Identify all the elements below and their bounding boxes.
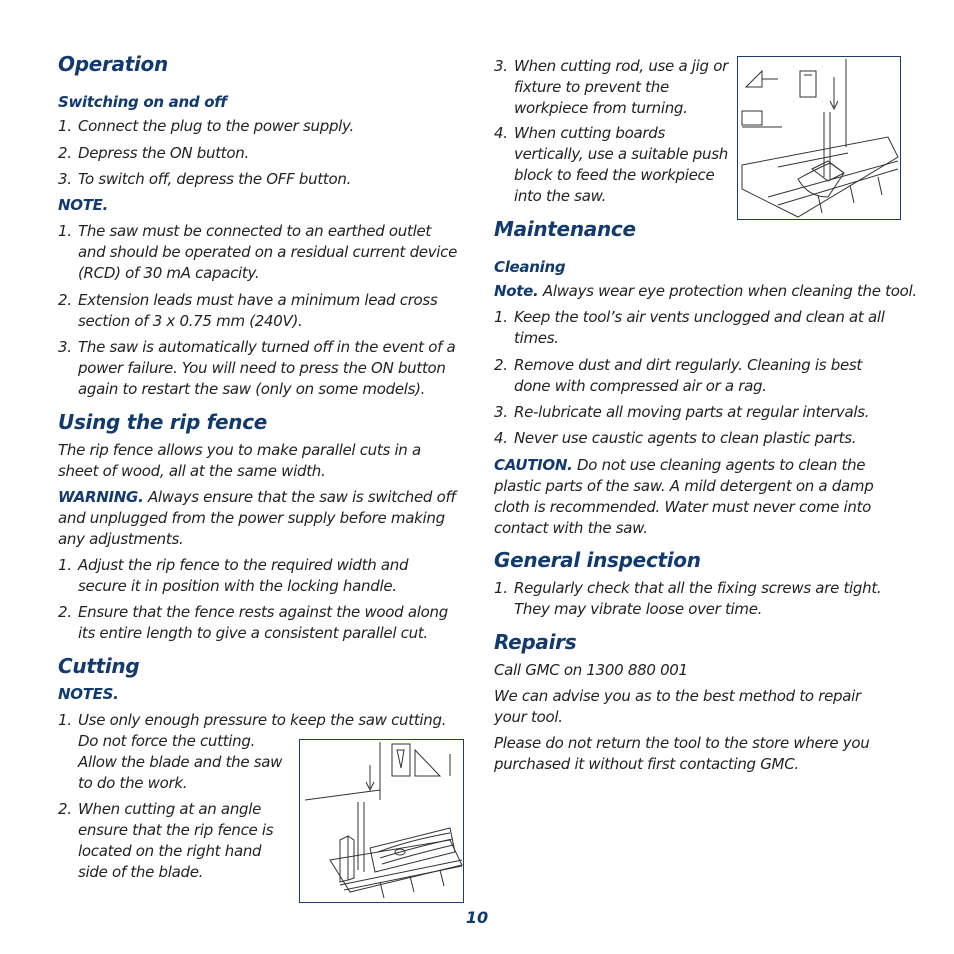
saw-table-drawing xyxy=(300,740,463,902)
list-item: 3. Re-lubricate all moving parts at regular intervals. xyxy=(494,403,870,421)
switching-heading: Switching on and off xyxy=(58,93,227,111)
caution-label: CAUTION. xyxy=(494,456,573,474)
list-item: 2. Remove dust and dirt regularly. Cleaning is best done with compressed air or a rag. xyxy=(494,356,862,395)
warning-label: WARNING. xyxy=(58,488,144,506)
list-item: 3. To switch off, depress the OFF button. xyxy=(58,170,352,188)
list-item: 1. Adjust the rip fence to the required width and secure it in position with the locking handle. xyxy=(58,556,409,595)
list-item: 2. Ensure that the fence rests against the wood along its entire length to give a consistent parallel cut. xyxy=(58,603,448,642)
cleaning-note: Note. Always wear eye protection when cleaning the tool. xyxy=(494,282,917,300)
note-label: NOTE. xyxy=(58,196,108,214)
list-item: 1. Keep the tool’s air vents unclogged and clean at all times. xyxy=(494,308,885,347)
general-inspection-heading: General inspection xyxy=(494,548,701,572)
rip-fence-cutting-illustration xyxy=(299,739,464,903)
rip-fence-intro: The rip fence allows you to make parallel cuts in a sheet of wood, all at the same width. xyxy=(58,441,421,480)
cutting-heading: Cutting xyxy=(58,654,140,678)
repairs-phone: Call GMC on 1300 880 001 xyxy=(494,661,688,679)
caution-paragraph: CAUTION. Do not use cleaning agents to clean the plastic parts of the saw. A mild detergent on a damp cloth is recommended. Water must never come into contact with the saw. xyxy=(494,456,874,537)
list-item: 2. Extension leads must have a minimum lead cross section of 3 x 0.75 mm (240V). xyxy=(58,291,438,330)
operation-heading: Operation xyxy=(58,52,168,76)
maintenance-heading: Maintenance xyxy=(494,217,636,241)
list-item: 1. The saw must be connected to an earthed outlet and should be operated on a residual current device (RCD) of 30 mA capacity. xyxy=(58,222,458,282)
rip-fence-heading: Using the rip fence xyxy=(58,410,268,434)
note-label: Note. xyxy=(494,282,539,300)
list-item: 2. Depress the ON button. xyxy=(58,144,249,162)
page-number: 10 xyxy=(465,908,489,927)
list-item: 1. Use only enough pressure to keep the saw cutting. xyxy=(58,711,447,729)
repairs-advice: We can advise you as to the best method to repair your tool. xyxy=(494,687,861,726)
list-item: 3. When cutting rod, use a jig or fixture to prevent the workpiece from turning. xyxy=(494,57,728,117)
repairs-heading: Repairs xyxy=(494,630,577,654)
notes-label: NOTES. xyxy=(58,685,119,703)
list-item: 3. The saw is automatically turned off in the event of a power failure. You will need to press the ON button again to restart the saw (only on some models). xyxy=(58,338,456,398)
list-item: 4. When cutting boards vertically, use a suitable push block to feed the workpiece into the saw. xyxy=(494,124,728,205)
push-block-illustration xyxy=(737,56,901,220)
list-item: 1. Regularly check that all the fixing screws are tight. They may vibrate loose over time. xyxy=(494,579,882,618)
rip-fence-warning: WARNING. Always ensure that the saw is switched off and unplugged from the power supply before making any adjustments. xyxy=(58,488,456,548)
cleaning-heading: Cleaning xyxy=(494,258,566,276)
list-item: 4. Never use caustic agents to clean plastic parts. xyxy=(494,429,857,447)
list-item-continued: Do not force the cutting. Allow the blade and the saw to do the work. xyxy=(78,732,283,792)
saw-push-block-drawing xyxy=(738,57,900,219)
list-item: 1. Connect the plug to the power supply. xyxy=(58,117,354,135)
list-item: 2. When cutting at an angle ensure that the rip fence is located on the right hand side of the blade. xyxy=(58,800,274,881)
repairs-return-note: Please do not return the tool to the store where you purchased it without first contacting GMC. xyxy=(494,734,870,773)
